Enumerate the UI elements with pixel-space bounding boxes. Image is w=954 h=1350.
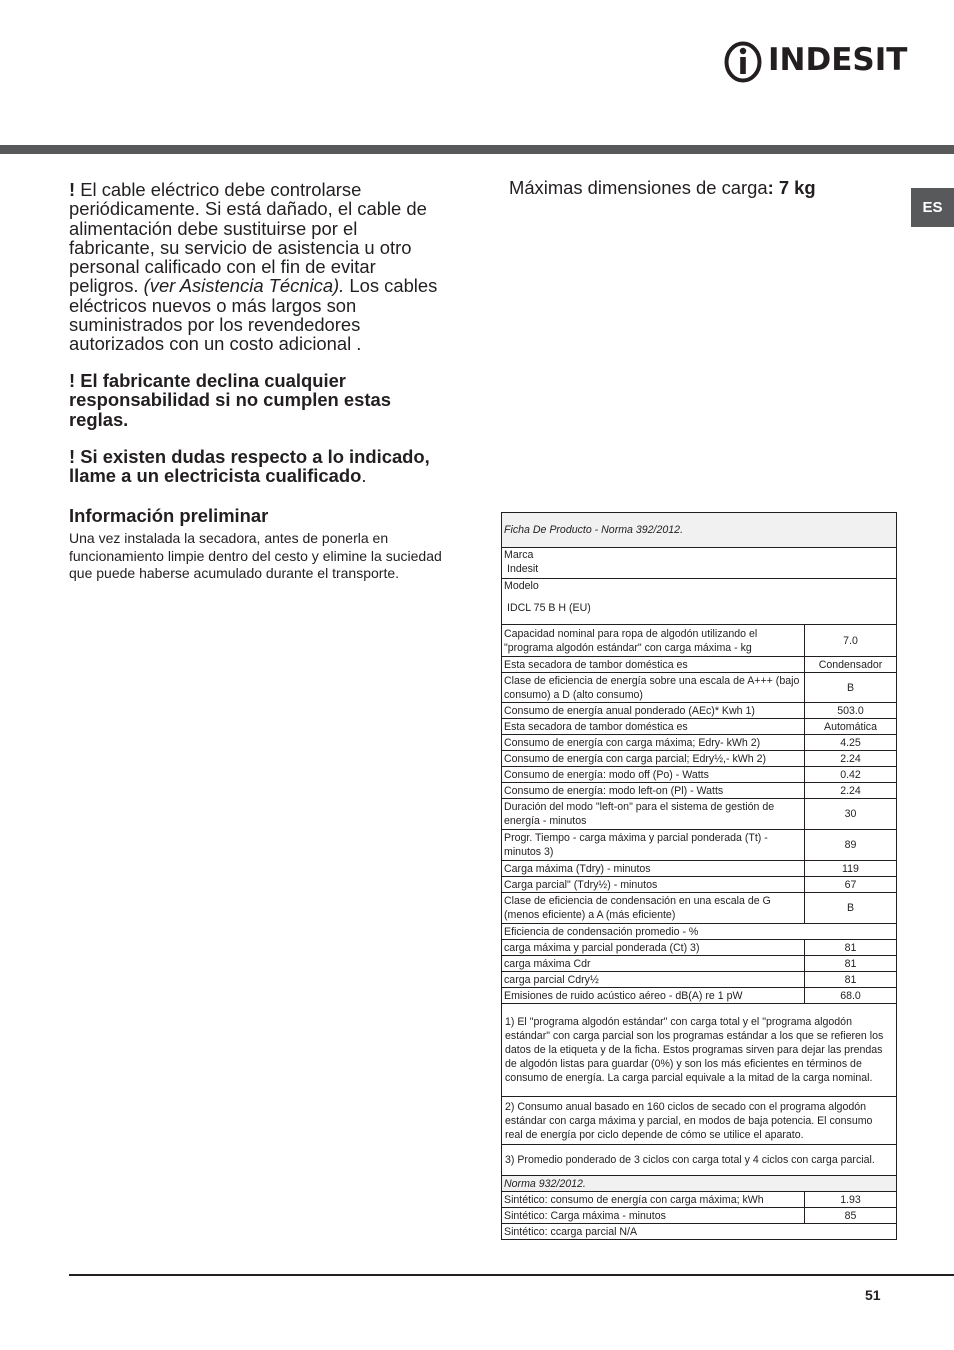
- brand-row: [502, 548, 897, 579]
- row-label: Esta secadora de tambor doméstica es: [502, 657, 805, 673]
- table-row: [502, 877, 897, 893]
- max-load-value: : 7 kg: [767, 177, 816, 198]
- row-value: 2.24: [805, 783, 897, 799]
- row-label: Emisiones de ruido acústico aéreo - dB(A) re 1 pW: [502, 988, 805, 1004]
- table-row: [502, 1192, 897, 1208]
- table-row: [502, 625, 897, 657]
- brand-label: Marca: [504, 549, 534, 561]
- row-value: 81: [805, 972, 897, 988]
- electrician-warning: [69, 447, 449, 486]
- table-row: [502, 861, 897, 877]
- footer-rule: [69, 1274, 954, 1276]
- row-label: Carga máxima (Tdry) - minutos: [502, 861, 805, 877]
- row-value: 7.0: [805, 625, 897, 657]
- row-label: Consumo de energía con carga máxima; Edry- kWh 2): [502, 735, 805, 751]
- row-value: 1.93: [805, 1192, 897, 1208]
- table-title: Ficha De Producto - Norma 392/2012.: [502, 513, 897, 548]
- model-label: Modelo: [504, 580, 539, 592]
- row-value: 89: [805, 830, 897, 861]
- manufacturer-warning: ! El fabricante declina cualquier responsabilidad si no cumplen estas reglas.: [69, 370, 391, 430]
- row-label: Carga parcial" (Tdry½) - minutos: [502, 877, 805, 893]
- note-2: 2) Consumo anual basado en 160 ciclos de secado con el programa algodón estándar con carga máxima y parcial, en modos de baja potencia. El consumo real de energía por ciclo depende de cómo se utilice el aparato.: [502, 1097, 897, 1145]
- info-heading: Información preliminar: [69, 505, 269, 526]
- brand-value: Indesit: [507, 563, 539, 575]
- note-1: 1) El "programa algodón estándar" con carga total y el "programa algodón estándar" con carga parcial son los programas estándar a los que se refieren los datos de la etiqueta y de la ficha. Estos programas sirven para dejar las prendas de algodón listas para guardar (0%) y son los más eficientes en términos de consumo de energía. La carga parcial equivale a la mitad de la carga nominal.: [502, 1004, 897, 1097]
- row-value: B: [805, 673, 897, 703]
- cable-warning-tail: Los cables eléctricos nuevos o más largos son suministrados por los revendedores autorizados con un costo adicional .: [69, 275, 438, 355]
- table-title-row: [502, 513, 897, 548]
- condensation-header-row: [502, 924, 897, 940]
- table-row: [502, 830, 897, 861]
- table-row: [502, 799, 897, 830]
- indesit-logo-icon: [724, 40, 764, 84]
- row-label: Consumo de energía anual ponderado (AEc)* Kwh 1): [502, 703, 805, 719]
- row-value: 30: [805, 799, 897, 830]
- model-value: IDCL 75 B H (EU): [507, 602, 591, 614]
- row-value: 119: [805, 861, 897, 877]
- row-label: carga máxima y parcial ponderada (Ct) 3): [502, 940, 805, 956]
- cable-warning: [69, 180, 441, 354]
- table-row: [502, 719, 897, 735]
- row-value: 503.0: [805, 703, 897, 719]
- electrician-warning-text: ! Si existen dudas respecto a lo indicado, llame a un electricista cualificado: [69, 446, 430, 487]
- row-label: carga máxima Cdr: [502, 956, 805, 972]
- row-label: Consumo de energía con carga parcial; Edry½,- kWh 2): [502, 751, 805, 767]
- norma-row: [502, 1176, 897, 1192]
- row-label: Clase de eficiencia de condensación en una escala de G (menos eficiente) a A (más eficiente): [502, 893, 805, 924]
- cable-warning-ref: (ver Asistencia Técnica).: [143, 275, 345, 297]
- table-row: [502, 673, 897, 703]
- norma-label: Norma 932/2012.: [502, 1176, 897, 1192]
- table-row: [502, 751, 897, 767]
- row-label: Sintético: ccarga parcial N/A: [502, 1224, 897, 1240]
- logo-text: INDESIT: [768, 42, 908, 78]
- note-row: [502, 1097, 897, 1145]
- row-label: Duración del modo "left-on" para el sistema de gestión de energía - minutos: [502, 799, 805, 830]
- cable-warning-text: El cable eléctrico debe controlarse periódicamente. Si está dañado, el cable de alimentación debe sustituirse por el fabricante, su servicio de asistencia u otro personal calificado con el fin de evitar peligros.: [69, 179, 427, 297]
- max-load-heading: [509, 177, 816, 199]
- row-label: Clase de eficiencia de energía sobre una escala de A+++ (bajo consumo) a D (alto consumo): [502, 673, 805, 703]
- row-value: 4.25: [805, 735, 897, 751]
- row-label: Sintético: consumo de energía con carga máxima; kWh: [502, 1192, 805, 1208]
- row-value: 68.0: [805, 988, 897, 1004]
- model-row: [502, 579, 897, 625]
- note-row: [502, 1004, 897, 1097]
- row-value: 81: [805, 940, 897, 956]
- row-value: 67: [805, 877, 897, 893]
- row-label: Consumo de energía: modo off (Po) - Watts: [502, 767, 805, 783]
- table-row: [502, 1208, 897, 1224]
- info-text: Una vez instalada la secadora, antes de ponerla en funcionamiento limpie dentro del cesto y elimine la suciedad que puede haberse acumulado durante el transporte.: [69, 530, 442, 582]
- row-value: Automática: [805, 719, 897, 735]
- row-value: Condensador: [805, 657, 897, 673]
- table-row: [502, 1224, 897, 1240]
- product-sheet-table: [501, 512, 897, 1240]
- table-row: [502, 988, 897, 1004]
- language-tab: ES: [911, 188, 954, 227]
- indesit-logo: [724, 40, 908, 84]
- note-row: [502, 1145, 897, 1176]
- table-row: [502, 657, 897, 673]
- table-row: [502, 783, 897, 799]
- row-label: carga parcial Cdry½: [502, 972, 805, 988]
- row-label: Capacidad nominal para ropa de algodón utilizando el "programa algodón estándar" con carga máxima - kg: [502, 625, 805, 657]
- row-value: 85: [805, 1208, 897, 1224]
- model-cell: [502, 579, 897, 625]
- brand-cell: [502, 548, 897, 579]
- page-number: 51: [865, 1287, 881, 1303]
- row-value: 81: [805, 956, 897, 972]
- table-row: [502, 893, 897, 924]
- max-load-label: Máximas dimensiones de carga: [509, 177, 768, 198]
- row-label: Consumo de energía: modo left-on (Pl) - Watts: [502, 783, 805, 799]
- row-label: Sintético: Carga máxima - minutos: [502, 1208, 805, 1224]
- note-3: 3) Promedio ponderado de 3 ciclos con carga total y 4 ciclos con carga parcial.: [502, 1145, 897, 1176]
- table-row: [502, 972, 897, 988]
- row-value: B: [805, 893, 897, 924]
- table-row: [502, 767, 897, 783]
- row-label: Esta secadora de tambor doméstica es: [502, 719, 805, 735]
- warning-mark: !: [69, 179, 76, 200]
- table-row: [502, 956, 897, 972]
- table-row: [502, 940, 897, 956]
- row-label: Progr. Tiempo - carga máxima y parcial ponderada (Tt) - minutos 3): [502, 830, 805, 861]
- row-value: 0.42: [805, 767, 897, 783]
- condensation-label: Eficiencia de condensación promedio - %: [502, 924, 897, 940]
- table-row: [502, 735, 897, 751]
- header-bar: [0, 145, 954, 154]
- electrician-warning-dot: .: [361, 465, 367, 487]
- table-row: [502, 703, 897, 719]
- row-value: 2.24: [805, 751, 897, 767]
